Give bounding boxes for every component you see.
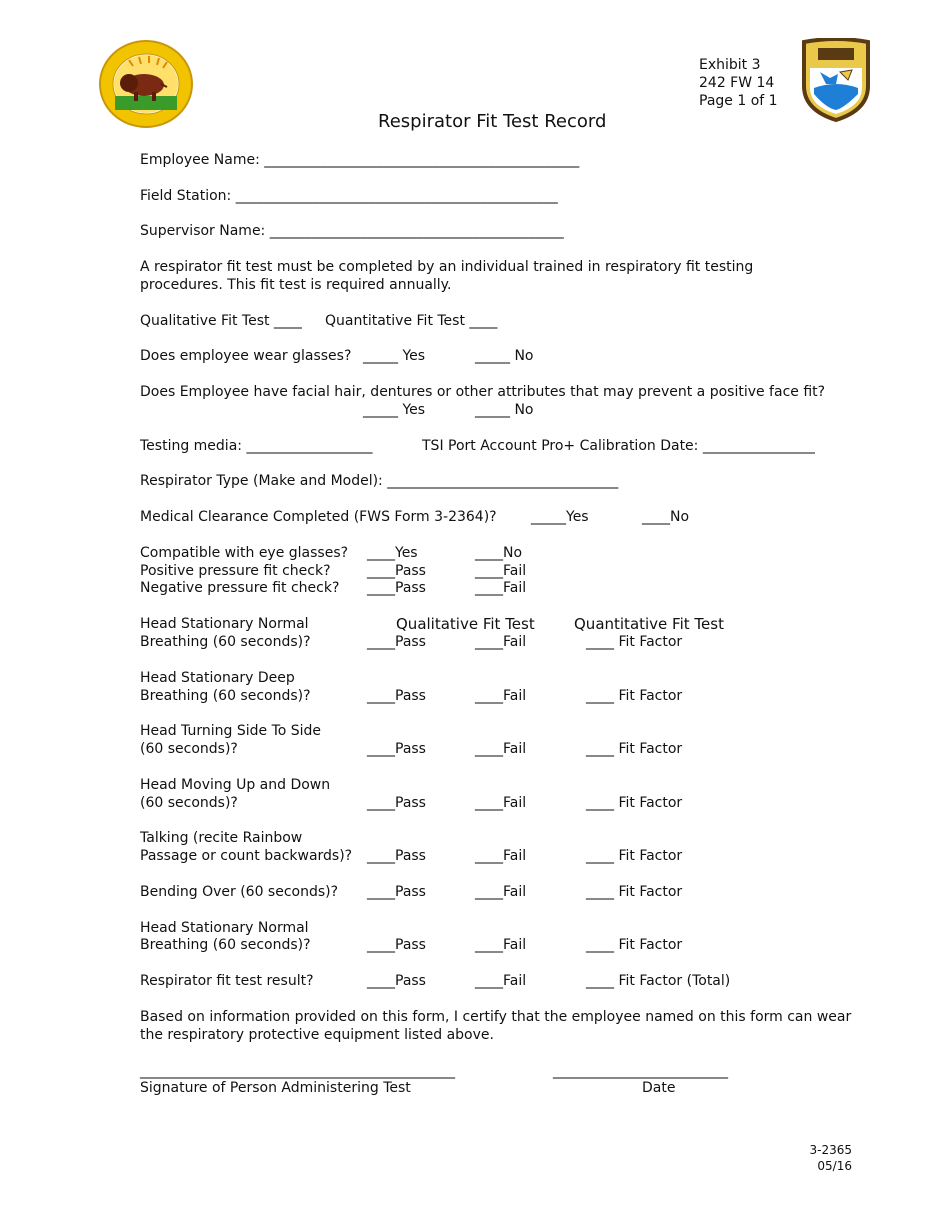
testing-media-field[interactable]: Testing media: __________________ bbox=[140, 438, 373, 454]
fws-shield-logo bbox=[800, 38, 872, 122]
exercise-7-line-2: Breathing (60 seconds)? bbox=[140, 937, 311, 953]
supervisor-name-field[interactable]: Supervisor Name: __________________________________________ bbox=[140, 223, 564, 239]
fit-test-result-label: Respirator fit test result? bbox=[140, 973, 314, 989]
check-positive-fail[interactable]: ____Fail bbox=[475, 563, 527, 579]
quantitative-column-header: Quantitative Fit Test bbox=[574, 615, 724, 633]
exercise-4-pass[interactable]: ____Pass bbox=[367, 795, 426, 811]
exercise-5-line-1: Talking (recite Rainbow bbox=[140, 830, 303, 846]
check-eyeglasses-label: Compatible with eye glasses? bbox=[140, 545, 349, 561]
check-negative-fail[interactable]: ____Fail bbox=[475, 580, 527, 596]
exercise-4-line-2: (60 seconds)? bbox=[140, 795, 238, 811]
form-date: 05/16 bbox=[817, 1159, 852, 1173]
fit-test-result-fit-factor-total[interactable]: ____ Fit Factor (Total) bbox=[586, 973, 731, 989]
exercise-5-fit-factor[interactable]: ____ Fit Factor bbox=[586, 848, 683, 864]
exercise-3-fit-factor[interactable]: ____ Fit Factor bbox=[586, 741, 683, 757]
glasses-yes-option[interactable]: _____ Yes bbox=[363, 348, 426, 364]
exercise-6-pass[interactable]: ____Pass bbox=[367, 884, 426, 900]
date-line[interactable]: _________________________ bbox=[553, 1063, 728, 1079]
chapter-label: 242 FW 14 bbox=[699, 75, 775, 91]
exercise-4-fail[interactable]: ____Fail bbox=[475, 795, 527, 811]
employee-name-field[interactable]: Employee Name: _____________________________________________ bbox=[140, 152, 580, 168]
qualitative-column-header: Qualitative Fit Test bbox=[396, 615, 535, 633]
check-eyeglasses-no[interactable]: ____No bbox=[475, 545, 523, 561]
page-label: Page 1 of 1 bbox=[699, 93, 778, 109]
date-label: Date bbox=[642, 1080, 676, 1096]
doi-seal-logo bbox=[99, 40, 193, 128]
medical-yes-option[interactable]: _____Yes bbox=[531, 509, 589, 525]
certify-line-2: the respiratory protective equipment listed above. bbox=[140, 1027, 494, 1043]
exercise-5-line-2: Passage or count backwards)? bbox=[140, 848, 353, 864]
exercise-7-line-1: Head Stationary Normal bbox=[140, 920, 309, 936]
calibration-date-field[interactable]: TSI Port Account Pro+ Calibration Date: ________________ bbox=[422, 438, 815, 454]
form-title: Respirator Fit Test Record bbox=[378, 111, 607, 132]
exercise-3-pass[interactable]: ____Pass bbox=[367, 741, 426, 757]
exercise-2-fail[interactable]: ____Fail bbox=[475, 688, 527, 704]
check-negative-pass[interactable]: ____Pass bbox=[367, 580, 426, 596]
exercise-6-line-2: Bending Over (60 seconds)? bbox=[140, 884, 339, 900]
check-eyeglasses-yes[interactable]: ____Yes bbox=[367, 545, 418, 561]
signature-label: Signature of Person Administering Test bbox=[140, 1080, 411, 1096]
facial-yes-option[interactable]: _____ Yes bbox=[363, 402, 426, 418]
medical-clearance-question: Medical Clearance Completed (FWS Form 3-2364)? bbox=[140, 509, 497, 525]
exercise-3-fail[interactable]: ____Fail bbox=[475, 741, 527, 757]
exercise-1-line-2: Breathing (60 seconds)? bbox=[140, 634, 311, 650]
field-station-field[interactable]: Field Station: ______________________________________________ bbox=[140, 188, 558, 204]
signature-line[interactable]: _____________________________________________ bbox=[140, 1063, 455, 1079]
glasses-question: Does employee wear glasses? bbox=[140, 348, 352, 364]
exercise-4-line-1: Head Moving Up and Down bbox=[140, 777, 331, 793]
exercise-2-pass[interactable]: ____Pass bbox=[367, 688, 426, 704]
exercise-2-line-2: Breathing (60 seconds)? bbox=[140, 688, 311, 704]
check-negative-label: Negative pressure fit check? bbox=[140, 580, 340, 596]
exercise-7-pass[interactable]: ____Pass bbox=[367, 937, 426, 953]
certify-line-1: Based on information provided on this form, I certify that the employee named on this form can wear bbox=[140, 1009, 852, 1025]
glasses-no-option[interactable]: _____ No bbox=[475, 348, 534, 364]
exercise-7-fit-factor[interactable]: ____ Fit Factor bbox=[586, 937, 683, 953]
medical-no-option[interactable]: ____No bbox=[642, 509, 690, 525]
exercise-6-fail[interactable]: ____Fail bbox=[475, 884, 527, 900]
qualitative-fit-test-option[interactable]: Qualitative Fit Test ____ bbox=[140, 313, 302, 329]
check-positive-pass[interactable]: ____Pass bbox=[367, 563, 426, 579]
exhibit-label: Exhibit 3 bbox=[699, 57, 761, 73]
intro-line-1: A respirator fit test must be completed by an individual trained in respiratory fit testing bbox=[140, 259, 754, 275]
exercise-2-fit-factor[interactable]: ____ Fit Factor bbox=[586, 688, 683, 704]
fit-test-result-fail[interactable]: ____Fail bbox=[475, 973, 527, 989]
respirator-type-field[interactable]: Respirator Type (Make and Model): _________________________________ bbox=[140, 473, 619, 489]
exercise-1-pass[interactable]: ____Pass bbox=[367, 634, 426, 650]
check-positive-label: Positive pressure fit check? bbox=[140, 563, 331, 579]
exercise-1-fail[interactable]: ____Fail bbox=[475, 634, 527, 650]
fit-test-result-pass[interactable]: ____Pass bbox=[367, 973, 426, 989]
facial-no-option[interactable]: _____ No bbox=[475, 402, 534, 418]
quantitative-fit-test-option[interactable]: Quantitative Fit Test ____ bbox=[325, 313, 498, 329]
exercise-6-fit-factor[interactable]: ____ Fit Factor bbox=[586, 884, 683, 900]
exercise-2-line-1: Head Stationary Deep bbox=[140, 670, 295, 686]
exercise-4-fit-factor[interactable]: ____ Fit Factor bbox=[586, 795, 683, 811]
exercise-1-line-1: Head Stationary Normal bbox=[140, 616, 309, 632]
exercise-5-fail[interactable]: ____Fail bbox=[475, 848, 527, 864]
exercise-3-line-1: Head Turning Side To Side bbox=[140, 723, 322, 739]
intro-line-2: procedures. This fit test is required annually. bbox=[140, 277, 452, 293]
exercise-3-line-2: (60 seconds)? bbox=[140, 741, 238, 757]
exercise-7-fail[interactable]: ____Fail bbox=[475, 937, 527, 953]
exercise-5-pass[interactable]: ____Pass bbox=[367, 848, 426, 864]
form-number: 3-2365 bbox=[809, 1143, 852, 1157]
exercise-1-fit-factor[interactable]: ____ Fit Factor bbox=[586, 634, 683, 650]
facial-question: Does Employee have facial hair, dentures or other attributes that may prevent a positive face fit? bbox=[140, 384, 826, 400]
